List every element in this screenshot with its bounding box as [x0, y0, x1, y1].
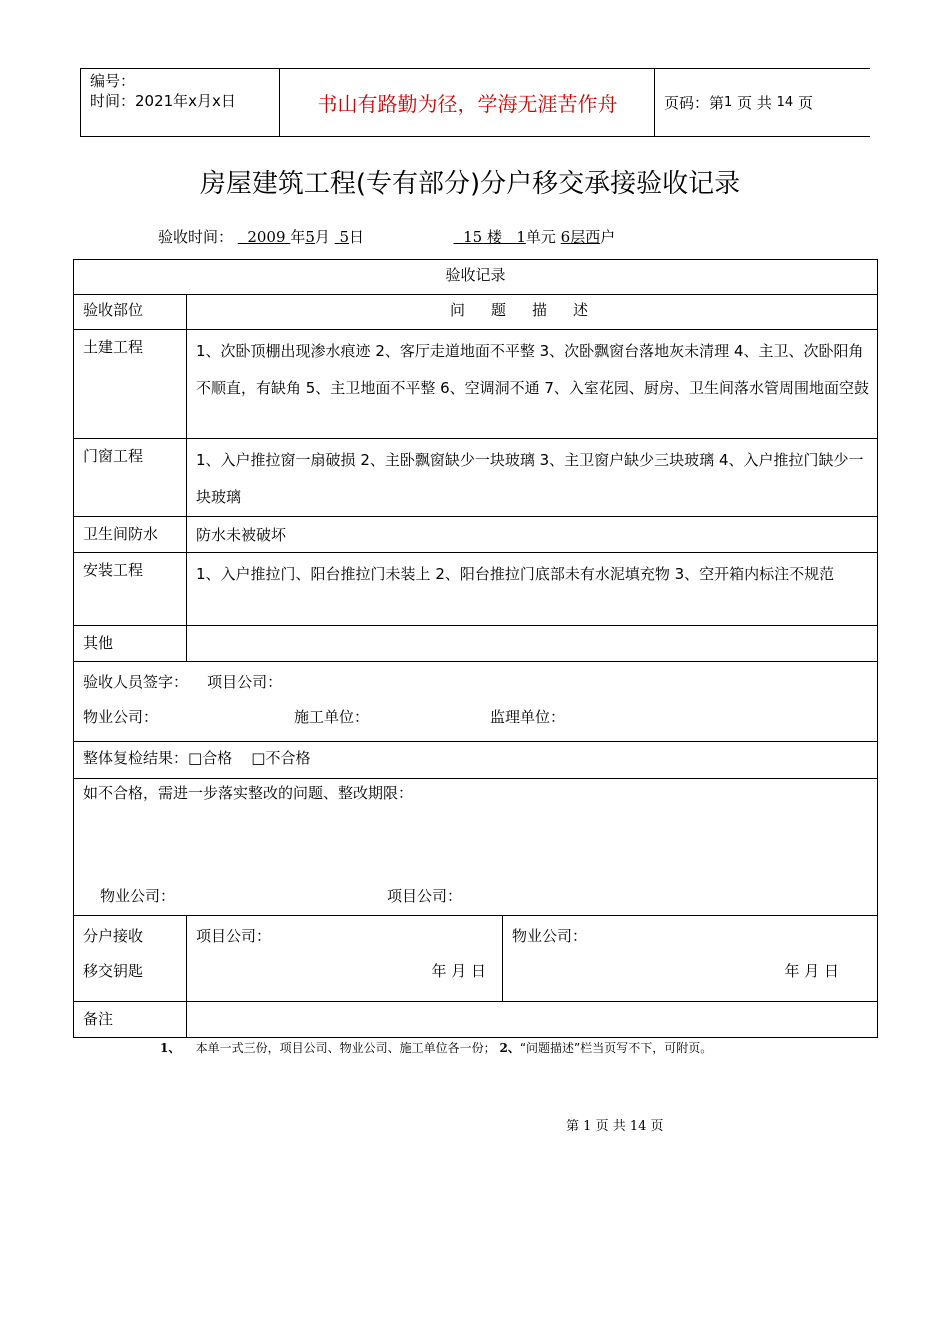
rectify-label: 如不合格，需进一步落实整改的问题、整改期限：: [83, 784, 414, 802]
row-description: 防水未被破坏: [187, 517, 878, 553]
meta-month-unit: 月: [314, 228, 330, 246]
page-prefix: 页码：第: [664, 94, 725, 112]
meta-day-unit: 日: [349, 228, 365, 246]
signature-cell: [74, 662, 878, 742]
document-title: 房屋建筑工程(专有部分)分户移交承接验收记录: [199, 169, 741, 199]
sign-label: 验收人员签字：: [83, 673, 189, 691]
recheck-label: 整体复检结果：: [83, 749, 189, 767]
remark-row: [74, 1002, 878, 1038]
sign-property: 物业公司：: [83, 708, 159, 726]
document-header: [80, 68, 870, 137]
recheck-row: [74, 742, 878, 779]
handover-project-date: 年 月 日: [431, 962, 486, 980]
rectify-row: [74, 779, 878, 916]
table-row: [74, 439, 878, 517]
page-suffix: 页: [797, 94, 813, 112]
footer-prefix: 第: [566, 1119, 580, 1134]
row-label: 门窗工程: [74, 439, 187, 517]
meta-year-unit: 年: [290, 228, 306, 246]
footnote: [160, 1039, 712, 1056]
row-label: 安装工程: [74, 553, 187, 626]
remark-label: 备注: [74, 1002, 187, 1038]
handover-label-cell: [74, 916, 187, 1002]
time-label: 时间：2021年x月x日: [90, 92, 236, 110]
row-label: 土建工程: [74, 330, 187, 439]
footnote-num-1: 1、: [160, 1041, 181, 1055]
handover-row: [74, 916, 878, 1002]
footnote-text-2: “问题描述”栏当页写不下，可附页。: [519, 1041, 713, 1055]
page-total: 14: [776, 95, 794, 110]
row-description: 1、入户推拉门、阳台推拉门未装上 2、阳台推拉门底部未有水泥填充物 3、空开箱内标注不规范: [187, 553, 878, 626]
meta-unit-unit: 单元: [525, 228, 556, 246]
handover-project-cell: [187, 916, 503, 1002]
checkbox-fail-icon: □: [251, 749, 266, 767]
record-title: 验收记录: [74, 260, 878, 295]
remark-content: [187, 1002, 878, 1038]
number-label: 编号：: [90, 72, 136, 90]
page-footer: [566, 1115, 664, 1134]
meta-room-unit: 户: [600, 228, 616, 246]
inspection-meta: [158, 226, 615, 247]
footnote-num-2: 2、: [499, 1041, 520, 1055]
header-page-cell: [655, 69, 870, 136]
row-description: [187, 626, 878, 662]
meta-building: 15: [463, 228, 483, 246]
sign-construction: 施工单位：: [294, 708, 370, 726]
page-number: 1: [724, 95, 733, 110]
meta-unit: 1: [516, 228, 526, 246]
row-label: 其他: [74, 626, 187, 662]
signature-row: [74, 662, 878, 742]
row-label: 卫生间防水: [74, 517, 187, 553]
meta-month: 5: [305, 228, 315, 246]
col-desc-header: 问题描述: [187, 295, 878, 330]
handover-property-date: 年 月 日: [784, 962, 840, 980]
table-row: [74, 626, 878, 662]
meta-floor: 6层西: [560, 228, 601, 246]
recheck-fail: 不合格: [265, 749, 311, 767]
table-row: [74, 517, 878, 553]
footnote-text-1: 本单一式三份，项目公司、物业公司、施工单位各一份；: [195, 1041, 496, 1055]
sign-supervision: 监理单位：: [490, 708, 566, 726]
footer-mid: 页 共: [595, 1119, 626, 1134]
handover-property: 物业公司：: [512, 927, 588, 945]
handover-label-1: 分户接收: [83, 927, 144, 945]
footer-suffix: 页: [650, 1119, 664, 1134]
handover-property-cell: [503, 916, 878, 1002]
footer-page: 1: [583, 1119, 592, 1134]
column-header-row: [74, 295, 878, 330]
footer-total: 14: [629, 1119, 647, 1134]
recheck-pass: 合格: [202, 749, 233, 767]
handover-label-2: 移交钥匙: [83, 962, 144, 980]
rectify-cell: [74, 779, 878, 916]
meta-label: 验收时间：: [158, 228, 234, 246]
table-row: [74, 330, 878, 439]
recheck-cell: [74, 742, 878, 779]
col-part-header: 验收部位: [74, 295, 187, 330]
handover-project: 项目公司：: [196, 927, 272, 945]
record-title-row: [74, 260, 878, 295]
meta-day: 5: [339, 228, 349, 246]
sign-project: 项目公司：: [207, 673, 283, 691]
row-description: 1、次卧顶棚出现渗水痕迹 2、客厅走道地面不平整 3、次卧飘窗台落地灰未清理 4、主卫、次卧阳角不顺直，有缺角 5、主卫地面不平整 6、空调洞不通 7、入室花园、厨房、卫生间落水管周围地面空鼓: [187, 330, 878, 439]
acceptance-table: [73, 259, 878, 1038]
page-mid: 页 共: [737, 94, 772, 112]
header-info-cell: [80, 69, 280, 136]
row-description: 1、入户推拉窗一扇破损 2、主卧飘窗缺少一块玻璃 3、主卫窗户缺少三块玻璃 4、入户推拉门缺少一块玻璃: [187, 439, 878, 517]
meta-year: 2009: [247, 228, 286, 246]
rectify-property: 物业公司：: [100, 887, 176, 905]
motto: 书山有路勤为径，学海无涯苦作舟: [281, 69, 655, 136]
meta-building-unit: 楼: [487, 228, 503, 246]
checkbox-pass-icon: □: [188, 749, 203, 767]
table-row: [74, 553, 878, 626]
rectify-project: 项目公司：: [387, 887, 463, 905]
